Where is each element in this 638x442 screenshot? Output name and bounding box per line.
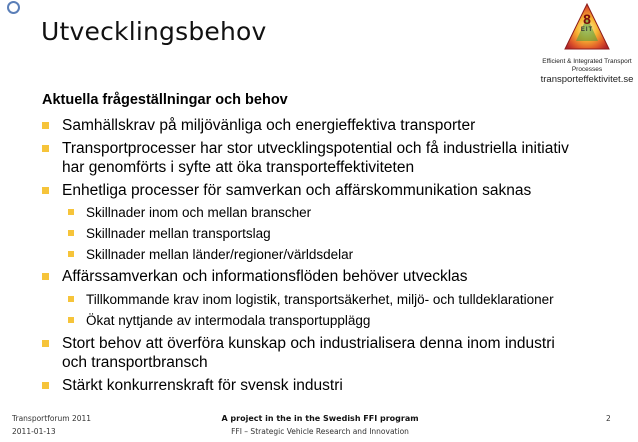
bullet-marker xyxy=(42,145,49,152)
bullet-text: Stärkt konkurrenskraft för svensk industri xyxy=(62,377,343,394)
sub-bullet-text: Skillnader mellan transportslag xyxy=(86,226,271,241)
bullet-text-continuation: har genomförts i syfte att öka transporteffektiviteten xyxy=(62,159,415,176)
bullet-text: Enhetliga processer för samverkan och affärskommunikation saknas xyxy=(62,182,532,199)
sub-bullet-text: Skillnader mellan länder/regioner/världsdelar xyxy=(86,247,354,262)
sub-bullet-marker xyxy=(68,230,74,236)
footer-program: FFI – Strategic Vehicle Research and Innovation xyxy=(231,427,409,436)
logo-website: transporteffektivitet.se xyxy=(540,74,634,85)
logo-number: 8 xyxy=(583,11,591,27)
footer-project: A project in the in the Swedish FFI program xyxy=(221,414,419,423)
sub-bullet-marker xyxy=(68,251,74,257)
sub-bullet-text: Ökat nyttjande av intermodala transportupplägg xyxy=(86,313,371,328)
logo-tagline-line2: Processes xyxy=(571,65,603,73)
bullet-marker xyxy=(42,273,49,280)
page-number: 2 xyxy=(606,414,611,423)
bullet-marker xyxy=(42,187,49,194)
logo-letters: EIT xyxy=(580,27,594,33)
sub-bullet-marker xyxy=(68,296,74,302)
bullet-text: Affärssamverkan och informationsflöden behöver utvecklas xyxy=(62,268,468,285)
bullet-text: Samhällskrav på miljövänliga och energieffektiva transporter xyxy=(62,117,476,134)
eit-logo xyxy=(541,3,633,87)
bullet-marker xyxy=(42,382,49,389)
bullet-text: Transportprocesser har stor utvecklingspotential och få industriella initiativ xyxy=(62,140,569,157)
sub-bullet-marker xyxy=(68,317,74,323)
footer-event: Transportforum 2011 xyxy=(12,414,92,423)
bullet-marker xyxy=(42,122,49,129)
corner-circle-icon xyxy=(7,1,20,14)
logo-tagline-line1: Efficient & Integrated Transport xyxy=(542,58,632,65)
bullet-text-continuation: och transportbransch xyxy=(62,354,208,371)
subheading: Aktuella frågeställningar och behov xyxy=(42,92,288,108)
footer-date: 2011-01-13 xyxy=(12,427,56,436)
bullet-text: Stort behov att överföra kunskap och industrialisera denna inom industri xyxy=(62,335,555,352)
sub-bullet-marker xyxy=(68,209,74,215)
logo-tagline xyxy=(539,58,635,73)
bullet-marker xyxy=(42,340,49,347)
sub-bullet-text: Skillnader inom och mellan branscher xyxy=(86,205,312,220)
slide-title: Utvecklingsbehov xyxy=(41,17,267,46)
sub-bullet-text: Tillkommande krav inom logistik, transportsäkerhet, miljö- och tulldeklarationer xyxy=(86,292,554,307)
